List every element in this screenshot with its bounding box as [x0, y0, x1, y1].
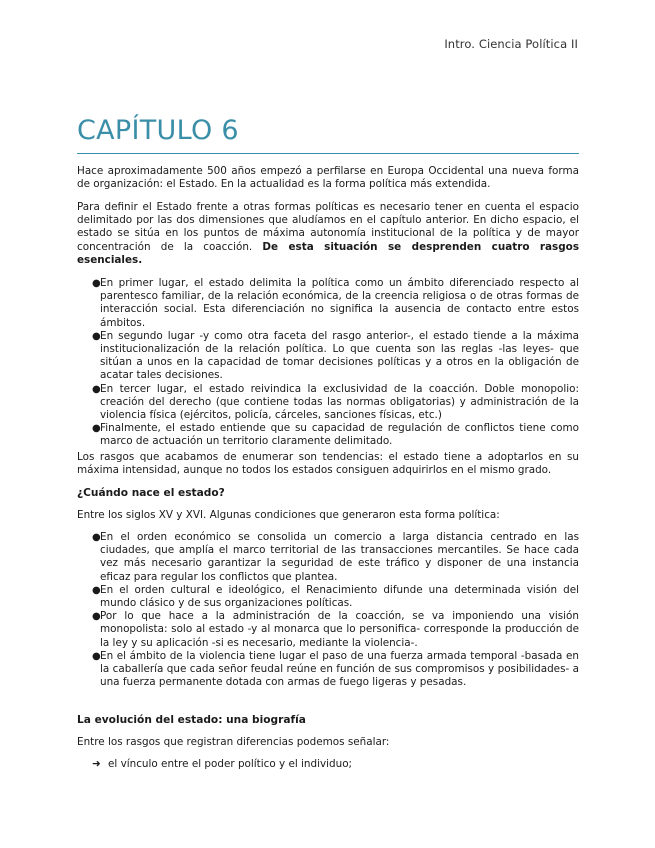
rasgos-list: [77, 277, 579, 449]
list-item: [77, 383, 579, 423]
bullet-icon: ●: [92, 532, 101, 543]
list-item-text: el vínculo entre el poder político y el individuo;: [108, 758, 353, 770]
list-item-text: En el orden cultural e ideológico, el Renacimiento difunde una determinada visión del mundo clásico y de sus organizaciones políticas.: [100, 583, 579, 610]
list-item-text: En el orden económico se consolida un comercio a larga distancia centrado en las ciudades, que amplía el marco territorial de las transacciones mercantiles. Se hace cada vez más necesario garantizar la seguridad de este tráfico y disponer de una instancia eficaz para regular los conflictos que plantea.: [100, 531, 579, 583]
bullet-icon: ●: [92, 383, 101, 395]
bullet-icon: ●: [92, 650, 101, 662]
intro-paragraph-2-text: Para definir el Estado frente a otras formas políticas es necesario tener en cuenta el espacio delimitado por las dos dimensiones que aludíamos en el capítulo anterior. En dicho espacio, el estado se sitúa en los puntos de máxima autonomía institucional de la política y de mayor concentración de la coacción.: [77, 201, 579, 253]
list-item: [77, 422, 579, 448]
intro-paragraph-2: [77, 201, 579, 267]
bullet-icon: ●: [92, 584, 101, 596]
list-item: [92, 758, 352, 771]
list-item-text: Finalmente, el estado entiende que su capacidad de regulación de conflictos tiene como marco de actuación un territorio claramente delimitado.: [100, 422, 579, 448]
intro-paragraph-2-bold: De esta situación se desprenden cuatro rasgos esenciales.: [77, 240, 580, 266]
chapter-title: CAPÍTULO 6: [77, 115, 239, 146]
running-header: Intro. Ciencia Política II: [444, 37, 578, 51]
arrow-right-icon: ➜: [92, 758, 101, 770]
list-item: [77, 330, 579, 383]
bullet-icon: ●: [92, 611, 101, 623]
section-heading-nacimiento: ¿Cuándo nace el estado?: [77, 487, 225, 499]
bullet-icon: ●: [92, 330, 101, 342]
list-item-text: En el ámbito de la violencia tiene lugar el paso de una fuerza armada temporal -basada en la caballería que cada señor feudal reúne en función de sus compromisos y posibilidades- a una fuerza permanente dotada con armas de fuego ligeras y pesadas.: [100, 649, 579, 689]
list-item-text: En tercer lugar, el estado reivindica la exclusividad de la coacción. Doble monopolio: creación del derecho (que contiene todas las normas obligatorias) y administración de la violencia física (ejércitos, policía, cárceles, sanciones físicas, etc.): [100, 382, 579, 422]
list-item: [77, 277, 579, 330]
title-divider: [77, 153, 579, 154]
list-item: [77, 531, 579, 584]
section-heading-evolucion: La evolución del estado: una biografía: [77, 714, 306, 726]
section-1-intro: Entre los siglos XV y XVI. Algunas condiciones que generaron esta forma política:: [77, 509, 500, 521]
bullet-icon: ●: [92, 278, 101, 289]
list-item: [77, 610, 579, 650]
list-item: [77, 584, 579, 610]
tendencias-paragraph: Los rasgos que acabamos de enumerar son tendencias: el estado tiene a adoptarlos en su máxima intensidad, aunque no todos los estados consiguen adquirirlos en el mismo grado.: [77, 451, 579, 477]
list-item-text: En primer lugar, el estado delimita la política como un ámbito diferenciado respecto al parentesco familiar, de la relación económica, de la creencia religiosa o de otras formas de interacción social. Esta diferenciación no significa la ausencia de contacto entre estos ámbitos.: [100, 277, 579, 329]
list-item: [77, 650, 579, 690]
condiciones-list: [77, 531, 579, 689]
list-item-text: En segundo lugar -y como otra faceta del rasgo anterior-, el estado tiende a la máxima institucionalización de la relación política. Lo que cuenta son las reglas -las leyes- que sitúan a unos en la capacidad de tomar decisiones políticas y a otros en la obligación de acatar tales decisiones.: [100, 329, 579, 382]
list-item-text: Por lo que hace a la administración de la coacción, se va imponiendo una visión monopolista: solo al estado -y al monarca que lo personifica- corresponde la producción de la ley y su aplicación -si es necesario, mediante la violencia-.: [100, 610, 579, 649]
bullet-icon: ●: [92, 423, 101, 435]
section-2-intro: Entre los rasgos que registran diferencias podemos señalar:: [77, 736, 390, 748]
intro-paragraph-1: Hace aproximadamente 500 años empezó a perfilarse en Europa Occidental una nueva forma de organización: el Estado. En la actualidad es la forma política más extendida.: [77, 165, 579, 191]
